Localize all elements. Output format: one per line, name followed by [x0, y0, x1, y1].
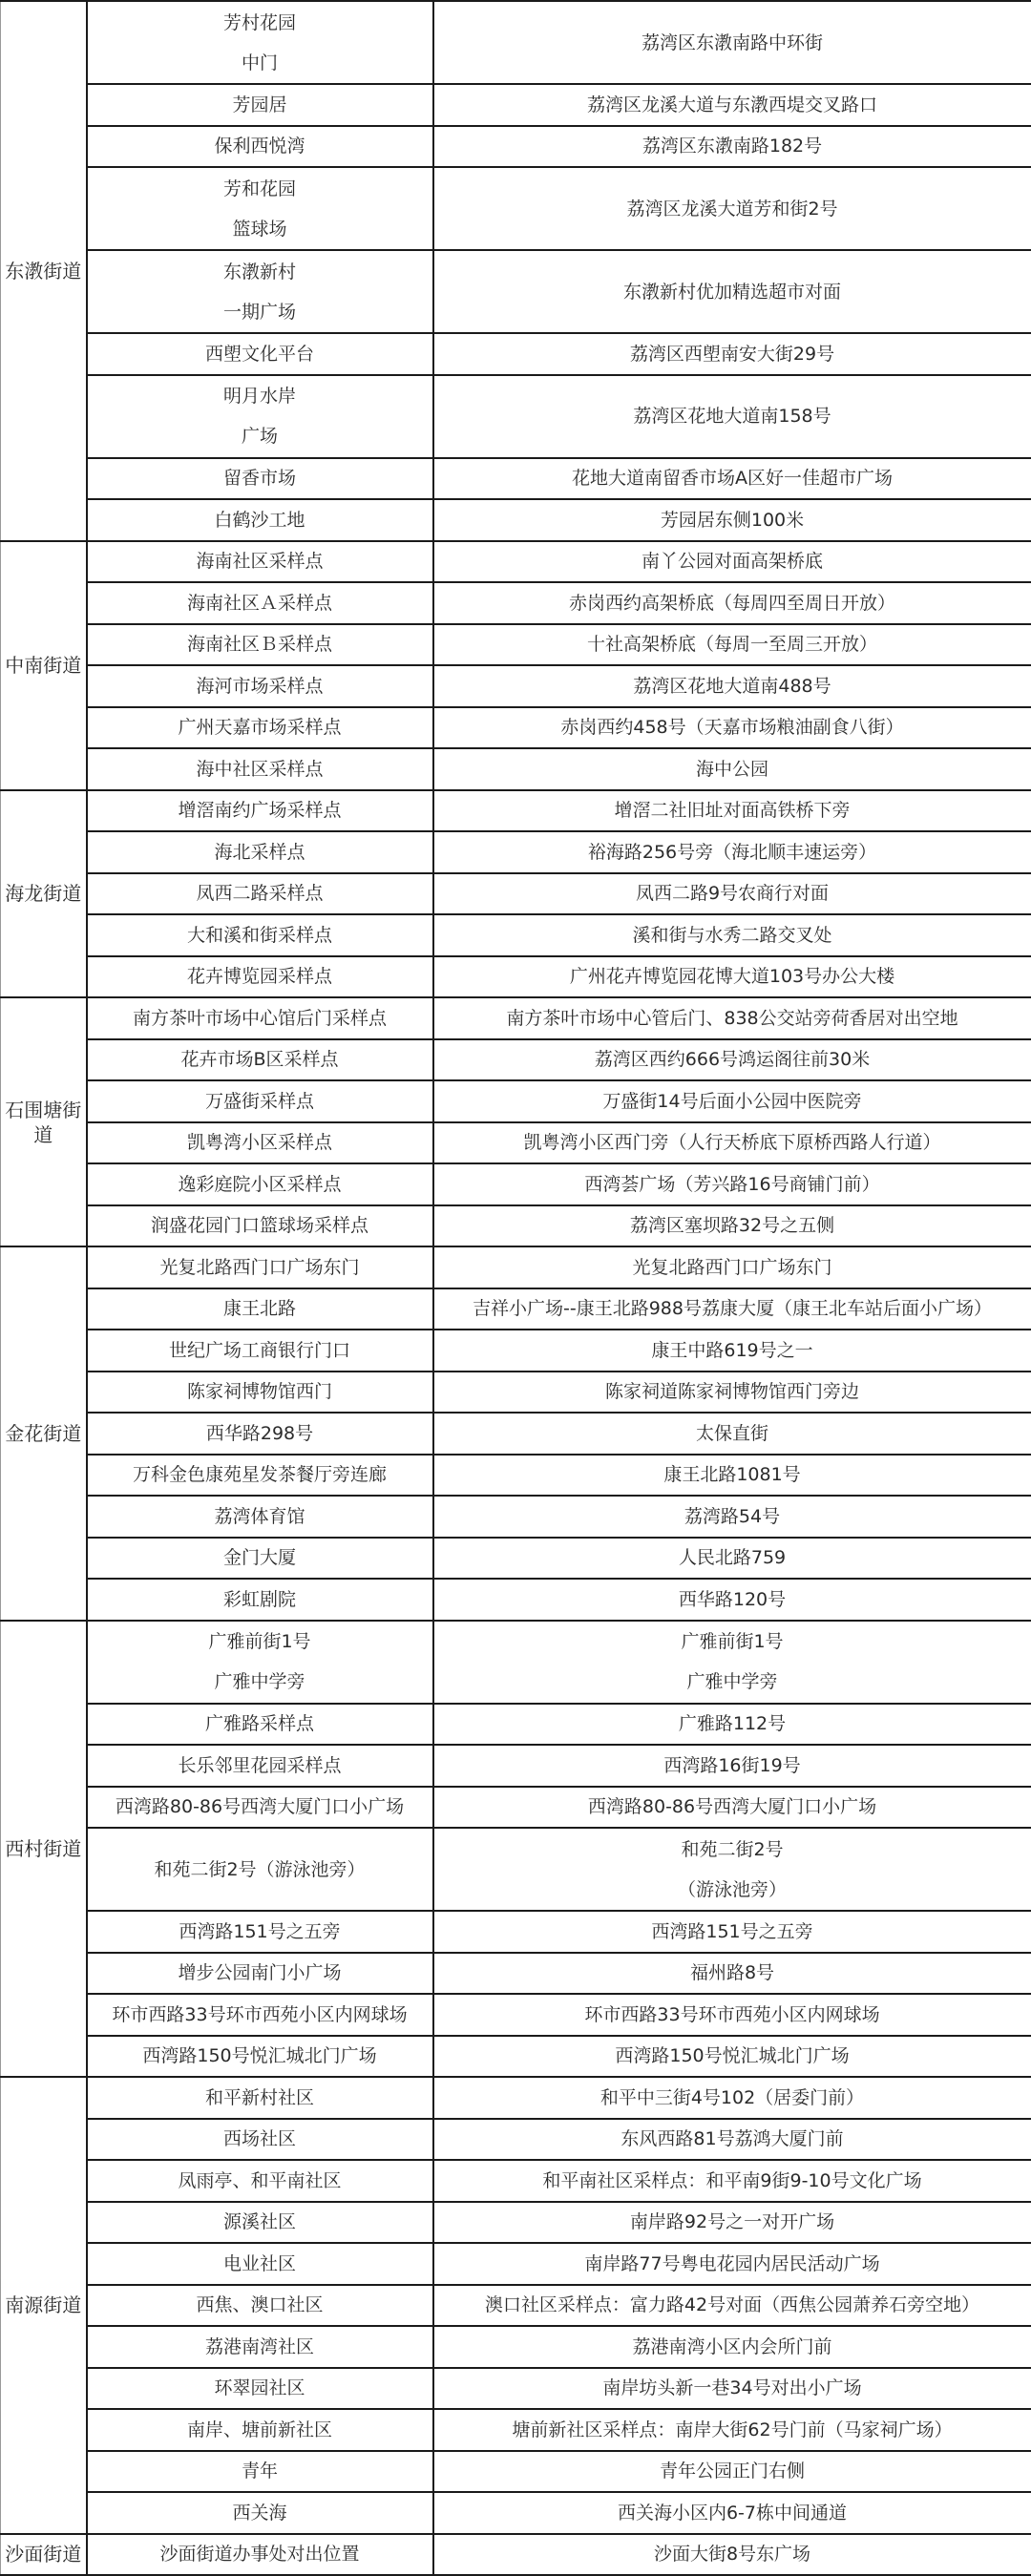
table-row	[1, 250, 1031, 333]
site-name-cell	[87, 997, 433, 1039]
address-line: 广州花卉博览园花博大道103号办公大楼	[438, 966, 1027, 987]
site-name-line: 青年	[92, 2461, 429, 2482]
site-name-line: 逸彩庭院小区采样点	[92, 1174, 429, 1195]
address-line: 广雅前街1号	[438, 1631, 1027, 1652]
site-name-cell	[87, 250, 433, 333]
address-line: 增滘二社旧址对面高铁桥下旁	[438, 800, 1027, 821]
site-name-cell	[87, 1205, 433, 1247]
address-line: 和平中三街4号102（居委门前）	[438, 2087, 1027, 2108]
address-cell	[433, 1496, 1031, 1538]
address-cell	[433, 2534, 1031, 2576]
table-row	[1, 126, 1031, 168]
site-name-line: 海南社区采样点	[92, 551, 429, 572]
address-cell	[433, 333, 1031, 375]
address-cell	[433, 665, 1031, 707]
site-name-cell	[87, 499, 433, 541]
table-row	[1, 956, 1031, 998]
district-name: 金花街道	[1, 1246, 87, 1621]
site-name-line: 一期广场	[92, 302, 429, 323]
site-name-line: 广场	[92, 426, 429, 447]
site-name-line: 南岸、塘前新社区	[92, 2419, 429, 2440]
site-name-line: 万科金色康苑星发茶餐厅旁连廊	[92, 1464, 429, 1485]
address-line: 东漖新村优加精选超市对面	[438, 282, 1027, 303]
table-row	[1, 624, 1031, 666]
address-line: 万盛街14号后面小公园中医院旁	[438, 1091, 1027, 1112]
address-cell	[433, 956, 1031, 998]
site-name-line: 东漖新村	[92, 262, 429, 283]
site-name-cell	[87, 2160, 433, 2202]
site-name-line: 西湾路150号悦汇城北门广场	[92, 2045, 429, 2066]
district-name: 东漖街道	[1, 1, 87, 541]
table-body	[1, 1, 1031, 2575]
site-name-line: 海北采样点	[92, 842, 429, 863]
site-name-cell	[87, 1828, 433, 1911]
address-cell	[433, 458, 1031, 500]
address-cell	[433, 1953, 1031, 1995]
address-cell	[433, 1994, 1031, 2036]
address-cell	[433, 1621, 1031, 1704]
site-name-cell	[87, 582, 433, 624]
site-name-line: 环翠园社区	[92, 2377, 429, 2398]
table-row	[1, 2534, 1031, 2576]
address-line: 青年公园正门右侧	[438, 2461, 1027, 2482]
site-name-line: 陈家祠博物馆西门	[92, 1381, 429, 1402]
address-cell	[433, 1787, 1031, 1829]
address-line: 荔湾路54号	[438, 1506, 1027, 1527]
address-line: 人民北路759	[438, 1547, 1027, 1568]
site-name-line: 大和溪和街采样点	[92, 925, 429, 946]
table-row	[1, 1704, 1031, 1746]
site-name-line: 广雅中学旁	[92, 1671, 429, 1692]
address-cell	[433, 831, 1031, 873]
address-line: 荔港南湾小区内会所门前	[438, 2336, 1027, 2357]
site-name-cell	[87, 1745, 433, 1787]
site-name-cell	[87, 1330, 433, 1372]
table-row	[1, 1496, 1031, 1538]
address-line: 凤西二路9号农商行对面	[438, 883, 1027, 904]
address-line: 荔湾区西约666号鸿运阁往前30米	[438, 1049, 1027, 1070]
site-name-line: 世纪广场工商银行门口	[92, 1340, 429, 1361]
table-row	[1, 1, 1031, 84]
table-row	[1, 1330, 1031, 1372]
address-cell	[433, 2202, 1031, 2244]
address-line: 东风西路81号荔鸿大厦门前	[438, 2128, 1027, 2149]
address-line: 西湾路151号之五旁	[438, 1921, 1027, 1942]
address-cell	[433, 2243, 1031, 2285]
address-line: 和苑二街2号	[438, 1839, 1027, 1860]
table-row	[1, 84, 1031, 126]
address-cell	[433, 2368, 1031, 2410]
address-cell	[433, 2077, 1031, 2119]
district-name: 海龙街道	[1, 790, 87, 998]
address-line: 十社高架桥底（每周一至周三开放）	[438, 634, 1027, 655]
site-name-line: 彩虹剧院	[92, 1589, 429, 1610]
site-name-cell	[87, 2451, 433, 2493]
address-line: 吉祥小广场--康王北路988号荔康大厦（康王北车站后面小广场）	[438, 1298, 1027, 1319]
table-row	[1, 2326, 1031, 2368]
address-cell	[433, 707, 1031, 749]
table-row	[1, 1288, 1031, 1330]
site-name-cell	[87, 1372, 433, 1414]
address-cell	[433, 1579, 1031, 1621]
site-name-cell	[87, 831, 433, 873]
address-line: 荔湾区塞坝路32号之五侧	[438, 1215, 1027, 1236]
table-row	[1, 1080, 1031, 1122]
address-line: 溪和街与水秀二路交叉处	[438, 925, 1027, 946]
address-cell	[433, 873, 1031, 915]
address-cell	[433, 1039, 1031, 1081]
site-name-line: 广州天嘉市场采样点	[92, 717, 429, 738]
table-row	[1, 790, 1031, 832]
address-line: 南方茶叶市场中心管后门、838公交站旁荷香居对出空地	[438, 1008, 1027, 1029]
address-line: 荔湾区花地大道南488号	[438, 676, 1027, 697]
table-row	[1, 2285, 1031, 2327]
site-name-line: 环市西路33号环市西苑小区内网球场	[92, 2004, 429, 2025]
site-name-cell	[87, 873, 433, 915]
site-name-cell	[87, 748, 433, 790]
site-name-cell	[87, 1413, 433, 1455]
site-name-cell	[87, 790, 433, 832]
table-row	[1, 1372, 1031, 1414]
address-line: 芳园居东侧100米	[438, 510, 1027, 531]
site-name-cell	[87, 1122, 433, 1164]
site-name-line: 康王北路	[92, 1298, 429, 1319]
site-name-line: 西湾路80-86号西湾大厦门口小广场	[92, 1796, 429, 1817]
address-line: 海中公园	[438, 759, 1027, 780]
site-name-line: 中门	[92, 52, 429, 73]
table-row	[1, 1538, 1031, 1580]
address-line: 澳口社区采样点：富力路42号对面（西焦公园萧养石旁空地）	[438, 2294, 1027, 2315]
site-name-line: 海河市场采样点	[92, 676, 429, 697]
address-cell	[433, 1, 1031, 84]
table-row	[1, 2036, 1031, 2078]
table-row	[1, 333, 1031, 375]
site-name-cell	[87, 2285, 433, 2327]
site-name-cell	[87, 2036, 433, 2078]
address-cell	[433, 1828, 1031, 1911]
address-cell	[433, 997, 1031, 1039]
table-row	[1, 2243, 1031, 2285]
address-line: 花地大道南留香市场A区好一佳超市广场	[438, 468, 1027, 489]
address-line: 荔湾区东漖南路中环街	[438, 32, 1027, 53]
site-name-line: 花卉市场B区采样点	[92, 1049, 429, 1070]
site-name-line: 增步公园南门小广场	[92, 1962, 429, 1983]
address-line: 塘前新社区采样点：南岸大街62号门前（马家祠广场）	[438, 2419, 1027, 2440]
address-cell	[433, 126, 1031, 168]
site-name-cell	[87, 541, 433, 583]
address-cell	[433, 1745, 1031, 1787]
site-name-line: 沙面街道办事处对出位置	[92, 2544, 429, 2565]
table-row	[1, 2451, 1031, 2493]
table-row	[1, 582, 1031, 624]
site-name-cell	[87, 2368, 433, 2410]
site-name-cell	[87, 1288, 433, 1330]
address-line: 南岸路77号粤电花园内居民活动广场	[438, 2253, 1027, 2274]
site-name-line: 凤雨亭、和平南社区	[92, 2170, 429, 2191]
table-row	[1, 707, 1031, 749]
district-name: 沙面街道	[1, 2534, 87, 2576]
table-row	[1, 1455, 1031, 1497]
site-name-cell	[87, 1787, 433, 1829]
site-name-cell	[87, 167, 433, 250]
address-line: 光复北路西门口广场东门	[438, 1257, 1027, 1278]
site-name-line: 荔港南湾社区	[92, 2336, 429, 2357]
site-name-line: 明月水岸	[92, 386, 429, 407]
address-cell	[433, 2119, 1031, 2161]
table-row	[1, 2202, 1031, 2244]
site-name-cell	[87, 458, 433, 500]
site-name-cell	[87, 2077, 433, 2119]
address-line: 荔湾区西塱南安大街29号	[438, 344, 1027, 365]
site-name-line: 和苑二街2号（游泳池旁）	[92, 1859, 429, 1880]
site-name-line: 西湾路151号之五旁	[92, 1921, 429, 1942]
address-cell	[433, 2326, 1031, 2368]
site-name-line: 南方茶叶市场中心馆后门采样点	[92, 1008, 429, 1029]
address-line: 广雅路112号	[438, 1713, 1027, 1734]
site-name-cell	[87, 2243, 433, 2285]
site-name-cell	[87, 1246, 433, 1288]
address-cell	[433, 1246, 1031, 1288]
address-line: 福州路8号	[438, 1962, 1027, 1983]
site-name-line: 电业社区	[92, 2253, 429, 2274]
address-cell	[433, 1080, 1031, 1122]
site-name-cell	[87, 1455, 433, 1497]
site-name-cell	[87, 1994, 433, 2036]
table-row	[1, 1911, 1031, 1953]
table-row	[1, 1205, 1031, 1247]
table-row	[1, 2077, 1031, 2119]
table-row	[1, 541, 1031, 583]
address-line: 太保直街	[438, 1423, 1027, 1444]
site-name-cell	[87, 1080, 433, 1122]
address-cell	[433, 2036, 1031, 2078]
address-line: 康王北路1081号	[438, 1464, 1027, 1485]
address-line: 环市西路33号环市西苑小区内网球场	[438, 2004, 1027, 2025]
address-cell	[433, 2285, 1031, 2327]
table-row	[1, 831, 1031, 873]
address-cell	[433, 790, 1031, 832]
site-name-cell	[87, 1538, 433, 1580]
site-name-line: 芳村花园	[92, 12, 429, 33]
table-row	[1, 1621, 1031, 1704]
table-row	[1, 748, 1031, 790]
site-name-line: 篮球场	[92, 219, 429, 240]
table-row	[1, 665, 1031, 707]
table-row	[1, 1787, 1031, 1829]
site-name-line: 广雅前街1号	[92, 1631, 429, 1652]
site-name-cell	[87, 1, 433, 84]
site-name-line: 广雅路采样点	[92, 1713, 429, 1734]
address-cell	[433, 2160, 1031, 2202]
site-name-cell	[87, 1163, 433, 1205]
address-line: 广雅中学旁	[438, 1671, 1027, 1692]
table-row	[1, 1122, 1031, 1164]
address-cell	[433, 375, 1031, 458]
address-cell	[433, 1330, 1031, 1372]
table-row	[1, 1413, 1031, 1455]
table-row	[1, 1579, 1031, 1621]
site-name-line: 凯粤湾小区采样点	[92, 1132, 429, 1153]
site-name-cell	[87, 1579, 433, 1621]
site-name-cell	[87, 84, 433, 126]
address-line: 南岸坊头新一巷34号对出小广场	[438, 2377, 1027, 2398]
site-name-cell	[87, 1039, 433, 1081]
table-row	[1, 997, 1031, 1039]
table-row	[1, 1828, 1031, 1911]
address-line: 裕海路256号旁（海北顺丰速运旁）	[438, 842, 1027, 863]
site-name-cell	[87, 2534, 433, 2576]
site-name-line: 和平新村社区	[92, 2087, 429, 2108]
address-cell	[433, 2409, 1031, 2451]
address-line: 陈家祠道陈家祠博物馆西门旁边	[438, 1381, 1027, 1402]
table-row	[1, 1745, 1031, 1787]
address-line: 西华路120号	[438, 1589, 1027, 1610]
site-name-cell	[87, 1911, 433, 1953]
site-name-line: 光复北路西门口广场东门	[92, 1257, 429, 1278]
district-name: 西村街道	[1, 1621, 87, 2078]
site-name-line: 西塱文化平台	[92, 344, 429, 365]
table-row	[1, 2160, 1031, 2202]
address-line: 康王中路619号之一	[438, 1340, 1027, 1361]
site-name-line: 荔湾体育馆	[92, 1506, 429, 1527]
site-name-cell	[87, 624, 433, 666]
address-line: 赤岗西约458号（天嘉市场粮油副食八街）	[438, 717, 1027, 738]
site-name-cell	[87, 1621, 433, 1704]
site-name-line: 万盛街采样点	[92, 1091, 429, 1112]
district-name: 中南街道	[1, 541, 87, 790]
address-cell	[433, 84, 1031, 126]
address-cell	[433, 167, 1031, 250]
address-line: 西关海小区内6-7栋中间通道	[438, 2503, 1027, 2524]
site-name-line: 芳园居	[92, 94, 429, 115]
site-name-cell	[87, 2326, 433, 2368]
site-name-cell	[87, 375, 433, 458]
site-name-cell	[87, 2409, 433, 2451]
table-row	[1, 914, 1031, 956]
address-line: 西湾路80-86号西湾大厦门口小广场	[438, 1796, 1027, 1817]
address-line: 荔湾区花地大道南158号	[438, 406, 1027, 427]
site-name-cell	[87, 1953, 433, 1995]
site-name-cell	[87, 665, 433, 707]
address-line: 荔湾区龙溪大道芳和街2号	[438, 199, 1027, 220]
address-cell	[433, 582, 1031, 624]
address-cell	[433, 1538, 1031, 1580]
table-row	[1, 2409, 1031, 2451]
site-name-line: 海南社区Ａ采样点	[92, 593, 429, 614]
address-line: 和平南社区采样点：和平南9街9-10号文化广场	[438, 2170, 1027, 2191]
site-name-line: 海南社区Ｂ采样点	[92, 634, 429, 655]
address-cell	[433, 1413, 1031, 1455]
address-cell	[433, 748, 1031, 790]
site-name-line: 源溪社区	[92, 2211, 429, 2232]
site-name-line: 西场社区	[92, 2128, 429, 2149]
address-line: 南丫公园对面高架桥底	[438, 551, 1027, 572]
table-row	[1, 873, 1031, 915]
site-name-line: 凤西二路采样点	[92, 883, 429, 904]
site-name-line: 西焦、澳口社区	[92, 2294, 429, 2315]
site-name-cell	[87, 2202, 433, 2244]
table-row	[1, 2492, 1031, 2534]
table-row	[1, 1246, 1031, 1288]
address-line: 赤岗西约高架桥底（每周四至周日开放）	[438, 593, 1027, 614]
site-name-line: 海中社区采样点	[92, 759, 429, 780]
site-name-line: 花卉博览园采样点	[92, 966, 429, 987]
address-cell	[433, 1122, 1031, 1164]
address-line: 西湾荟广场（芳兴路16号商铺门前）	[438, 1174, 1027, 1195]
address-cell	[433, 2451, 1031, 2493]
address-cell	[433, 1163, 1031, 1205]
address-cell	[433, 1372, 1031, 1414]
site-name-cell	[87, 707, 433, 749]
table-row	[1, 2368, 1031, 2410]
site-name-cell	[87, 2492, 433, 2534]
table-row	[1, 1953, 1031, 1995]
site-name-cell	[87, 126, 433, 168]
table-row	[1, 1994, 1031, 2036]
address-line: （游泳池旁）	[438, 1879, 1027, 1900]
district-name: 石围塘街道	[1, 997, 87, 1246]
address-cell	[433, 1455, 1031, 1497]
address-line: 凯粤湾小区西门旁（人行天桥底下原桥西路人行道）	[438, 1132, 1027, 1153]
district-name: 南源街道	[1, 2077, 87, 2534]
site-name-line: 润盛花园门口篮球场采样点	[92, 1215, 429, 1236]
site-name-cell	[87, 956, 433, 998]
site-name-line: 金门大厦	[92, 1547, 429, 1568]
site-name-line: 芳和花园	[92, 178, 429, 199]
address-cell	[433, 1288, 1031, 1330]
address-cell	[433, 624, 1031, 666]
site-name-line: 西华路298号	[92, 1423, 429, 1444]
site-name-cell	[87, 1704, 433, 1746]
table-row	[1, 2119, 1031, 2161]
address-cell	[433, 1205, 1031, 1247]
table-row	[1, 458, 1031, 500]
site-name-line: 增滘南约广场采样点	[92, 800, 429, 821]
site-name-cell	[87, 1496, 433, 1538]
site-name-line: 保利西悦湾	[92, 136, 429, 157]
site-name-line: 长乐邻里花园采样点	[92, 1755, 429, 1776]
address-line: 沙面大街8号东广场	[438, 2544, 1027, 2565]
address-cell	[433, 1704, 1031, 1746]
table-row	[1, 167, 1031, 250]
site-name-cell	[87, 914, 433, 956]
address-line: 荔湾区龙溪大道与东漖西堤交叉路口	[438, 94, 1027, 115]
address-cell	[433, 914, 1031, 956]
site-name-cell	[87, 2119, 433, 2161]
site-name-cell	[87, 333, 433, 375]
address-cell	[433, 499, 1031, 541]
address-line: 南岸路92号之一对开广场	[438, 2211, 1027, 2232]
address-cell	[433, 2492, 1031, 2534]
address-cell	[433, 250, 1031, 333]
table-row	[1, 1163, 1031, 1205]
address-line: 荔湾区东漖南路182号	[438, 136, 1027, 157]
site-name-line: 留香市场	[92, 468, 429, 489]
address-line: 西湾路150号悦汇城北门广场	[438, 2045, 1027, 2066]
site-name-line: 西关海	[92, 2503, 429, 2524]
address-line: 西湾路16街19号	[438, 1755, 1027, 1776]
address-cell	[433, 541, 1031, 583]
table-row	[1, 499, 1031, 541]
site-name-line: 白鹤沙工地	[92, 510, 429, 531]
table-row	[1, 1039, 1031, 1081]
address-cell	[433, 1911, 1031, 1953]
table-row	[1, 375, 1031, 458]
